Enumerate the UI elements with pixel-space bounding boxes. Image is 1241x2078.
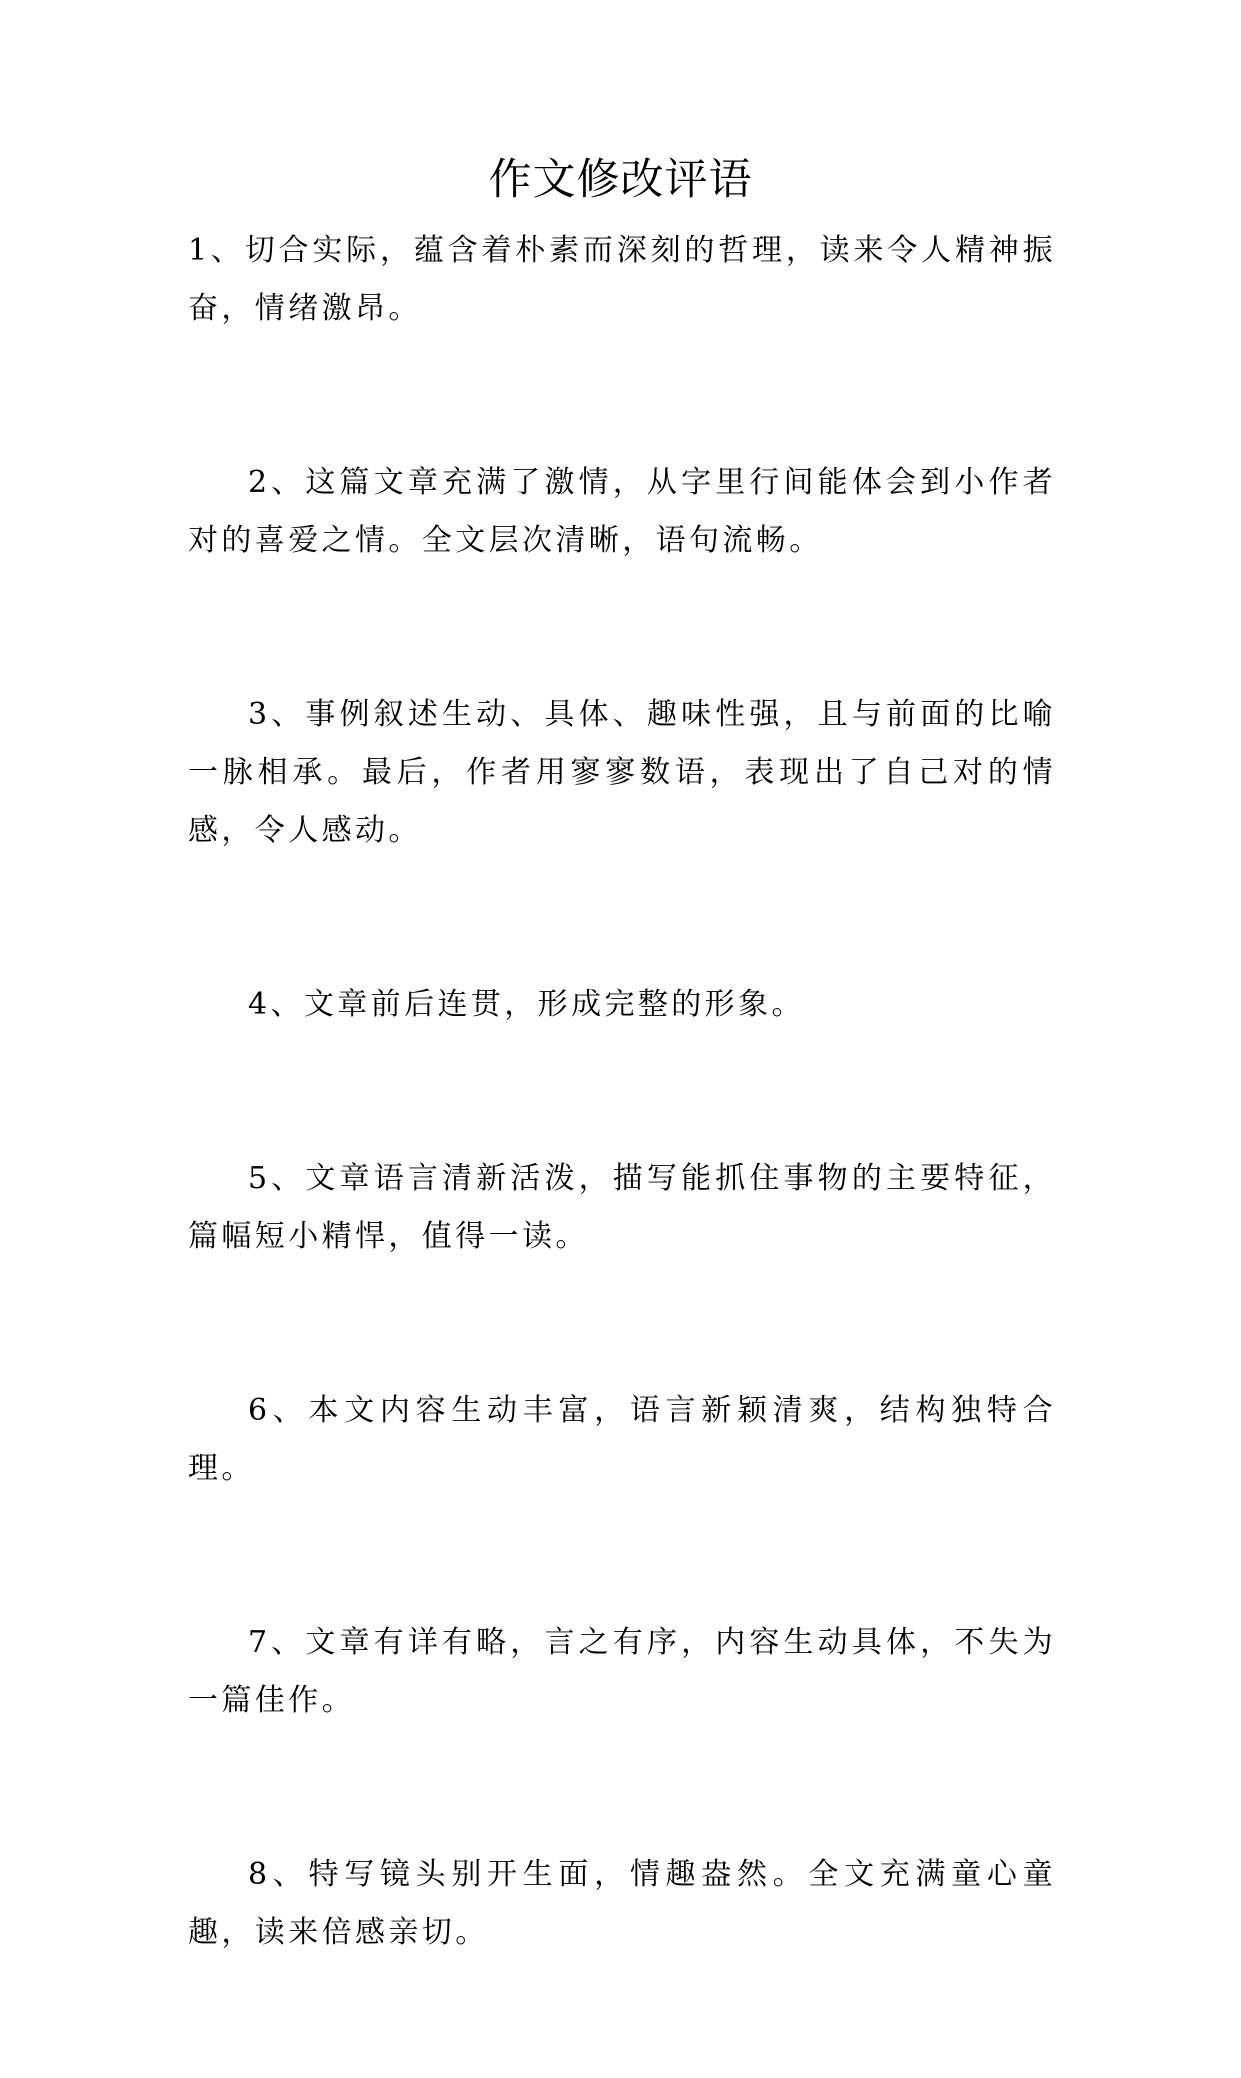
paragraph-3: 3、事例叙述生动、具体、趣味性强，且与前面的比喻一脉相承。最后，作者用寥寥数语，表现出了自己对的情感，令人感动。 bbox=[188, 697, 1056, 848]
paragraph-5: 5、文章语言清新活泼，描写能抓住事物的主要特征，篇幅短小精悍，值得一读。 bbox=[188, 1161, 1056, 1254]
paragraph-2: 2、这篇文章充满了激情，从字里行间能体会到小作者对的喜爱之情。全文层次清晰，语句流畅。 bbox=[188, 465, 1056, 558]
paragraph-1: 1、切合实际，蕴含着朴素而深刻的哲理，读来令人精神振奋，情绪激昂。 bbox=[188, 233, 1056, 326]
paragraph-6: 6、本文内容生动丰富，语言新颖清爽，结构独特合理。 bbox=[188, 1393, 1056, 1486]
paragraph-8: 8、特写镜头别开生面，情趣盎然。全文充满童心童趣，读来倍感亲切。 bbox=[188, 1857, 1056, 1950]
paragraph-7: 7、文章有详有略，言之有序，内容生动具体，不失为一篇佳作。 bbox=[188, 1625, 1056, 1718]
paragraph-4: 4、文章前后连贯，形成完整的形象。 bbox=[248, 987, 805, 1022]
document-body bbox=[188, 222, 1056, 2078]
document-title: 作文修改评语 bbox=[488, 155, 753, 205]
